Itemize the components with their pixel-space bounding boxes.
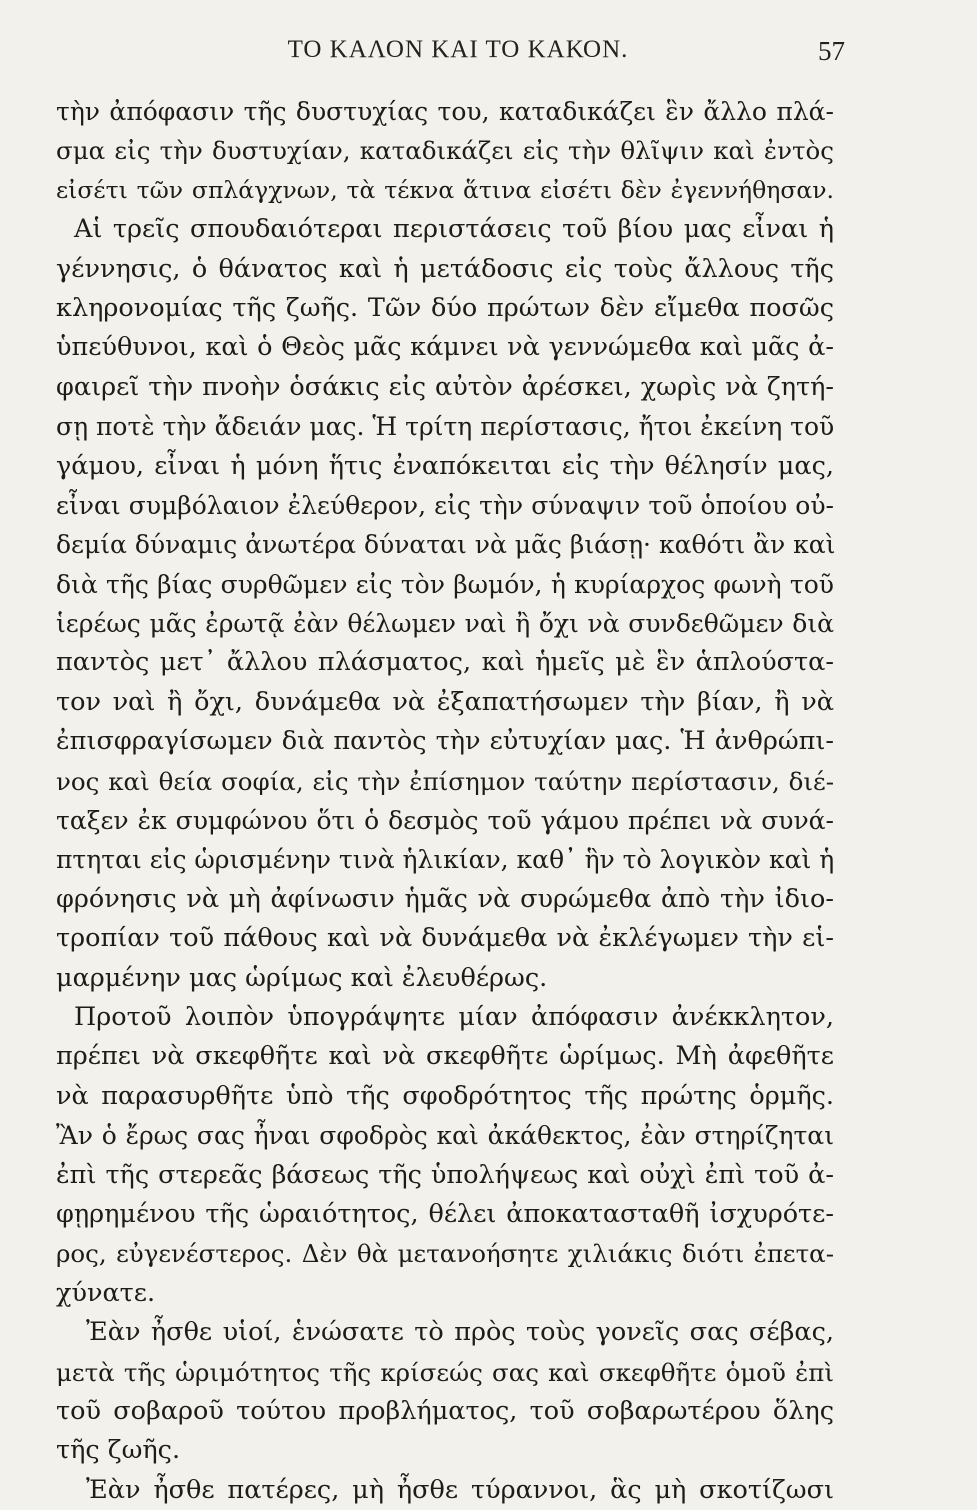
running-head-title: ΤΟ ΚΑΛΟΝ ΚΑΙ ΤΟ ΚΑΚΟΝ.	[287, 36, 629, 63]
text-line: πρέπει νὰ σκεφθῆτε καὶ νὰ σκεφθῆτε ὡρίμως. Μὴ ἀφεθῆτε	[56, 1041, 834, 1072]
text-line: τῆς ζωῆς.	[56, 1435, 181, 1466]
text-line: γέννησις, ὁ θάνατος καὶ ἡ μετάδοσις εἰς τοὺς ἄλλους τῆς	[56, 253, 834, 284]
text-line: κληρονομίας τῆς ζωῆς. Τῶν δύο πρώτων δὲν εἴμεθα ποσῶς	[56, 292, 834, 323]
text-line: πτηται εἰς ὡρισμένην τινὰ ἡλικίαν, καθ᾽ ἣν τὸ λογικὸν καὶ ἡ	[56, 845, 835, 875]
text-line: ἐπισφραγίσωμεν διὰ παντὸς τὴν εὐτυχίαν μας. Ἡ ἀνθρώπι-	[56, 726, 834, 757]
text-line: χύνατε.	[56, 1277, 156, 1308]
text-line: γάμου, εἶναι ἡ μόνη ἥτις ἐναπόκειται εἰς τὴν θέλησίν μας,	[56, 450, 834, 481]
text-line: ταξεν ἐκ συμφώνου ὅτι ὁ δεσμὸς τοῦ γάμου πρέπει νὰ συνά-	[56, 806, 834, 836]
text-line: εἰσέτι τῶν σπλάγχνων, τὰ τέκνα ἅτινα εἰσέτι δὲν ἐγεννήθησαν.	[56, 175, 834, 204]
text-line: ἐπὶ τῆς στερεᾶς βάσεως τῆς ὑπολήψεως καὶ οὐχὶ ἐπὶ τοῦ ἀ-	[56, 1159, 834, 1190]
text-line: σμα εἰς τὴν δυστυχίαν, καταδικάζει εἰς τὴν θλῖψιν καὶ ἐντὸς	[56, 136, 834, 166]
text-line: φῃρημένου τῆς ὡραιότητος, θέλει ἀποκατασταθῆ ἰσχυρότε-	[56, 1198, 834, 1229]
text-line: ἱερέως μᾶς ἐρωτᾷ ἐὰν θέλωμεν ναὶ ἢ ὄχι νὰ συνδεθῶμεν διὰ	[56, 609, 834, 639]
text-line: τροπίαν τοῦ πάθους καὶ νὰ δυνάμεθα νὰ ἐκλέγωμεν τὴν εἱ-	[56, 923, 834, 954]
text-line: μετὰ τῆς ὡριμότητος τῆς κρίσεώς σας καὶ σκεφθῆτε ὁμοῦ ἐπὶ	[56, 1357, 834, 1387]
text-line: δεμία δύναμις ἀνωτέρα δύναται νὰ μᾶς βιάσῃ· καθότι ἂν καὶ	[56, 530, 836, 560]
text-line: φαιρεῖ τὴν πνοὴν ὁσάκις εἰς αὐτὸν ἀρέσκει, χωρὶς νὰ ζητή-	[56, 371, 834, 402]
text-line: παντὸς μετ᾽ ἄλλου πλάσματος, καὶ ἡμεῖς μὲ ἓν ἁπλούστα-	[56, 647, 834, 678]
text-line: εἶναι συμβόλαιον ἐλεύθερον, εἰς τὴν σύναψιν τοῦ ὁποίου οὐ-	[56, 490, 834, 520]
text-line: ὑπεύθυνοι, καὶ ὁ Θεὸς μᾶς κάμνει νὰ γεννώμεθα καὶ μᾶς ἀ-	[56, 332, 834, 363]
text-line: τον ναὶ ἢ ὄχι, δυνάμεθα νὰ ἐξαπατήσωμεν τὴν βίαν, ἢ νὰ	[56, 686, 834, 717]
text-line: Αἱ τρεῖς σπουδαιότεραι περιστάσεις τοῦ βίου μας εἶναι ἡ	[74, 214, 834, 245]
text-line: τὴν ἀπόφασιν τῆς δυστυχίας του, καταδικάζει ἓν ἄλλο πλά-	[56, 97, 834, 126]
text-line: Ἐὰν ἦσθε υἱοί, ἑνώσατε τὸ πρὸς τοὺς γονεῖς σας σέβας,	[86, 1317, 834, 1348]
text-line: Προτοῦ λοιπὸν ὑπογράψητε μίαν ἀπόφασιν ἀνέκκλητον,	[74, 1001, 834, 1032]
text-line: μαρμένην μας ὡρίμως καὶ ἐλευθέρως.	[56, 962, 548, 993]
text-line: Ἂν ὁ ἔρως σας ἦναι σφοδρὸς καὶ ἀκάθεκτος, ἐὰν στηρίζηται	[56, 1121, 834, 1151]
text-line: νὰ παρασυρθῆτε ὑπὸ τῆς σφοδρότητος τῆς πρώτης ὁρμῆς.	[56, 1080, 834, 1111]
text-line: Ἐὰν ἦσθε πατέρες, μὴ ἦσθε τύραννοι, ἃς μὴ σκοτίζωσι	[86, 1474, 834, 1505]
text-line: φρόνησις νὰ μὴ ἀφίνωσιν ἡμᾶς νὰ συρώμεθα ἀπὸ τὴν ἰδιο-	[56, 883, 834, 914]
text-line: ρος, εὐγενέστερος. Δὲν θὰ μετανοήσητε χιλιάκις διότι ἐπετα-	[56, 1239, 834, 1269]
text-line: διὰ τῆς βίας συρθῶμεν εἰς τὸν βωμόν, ἡ κυρίαρχος φωνὴ τοῦ	[56, 569, 834, 599]
text-line: νος καὶ θεία σοφία, εἰς τὴν ἐπίσημον ταύτην περίστασιν, διέ-	[56, 766, 834, 796]
text-line: σῃ ποτὲ τὴν ἄδειάν μας. Ἡ τρίτη περίστασις, ἤτοι ἐκείνη τοῦ	[56, 412, 835, 442]
page-number: 57	[818, 36, 845, 66]
text-line: τοῦ σοβαροῦ τούτου προβλήματος, τοῦ σοβαρωτέρου ὅλης	[56, 1395, 834, 1426]
body-text	[56, 92, 834, 1510]
